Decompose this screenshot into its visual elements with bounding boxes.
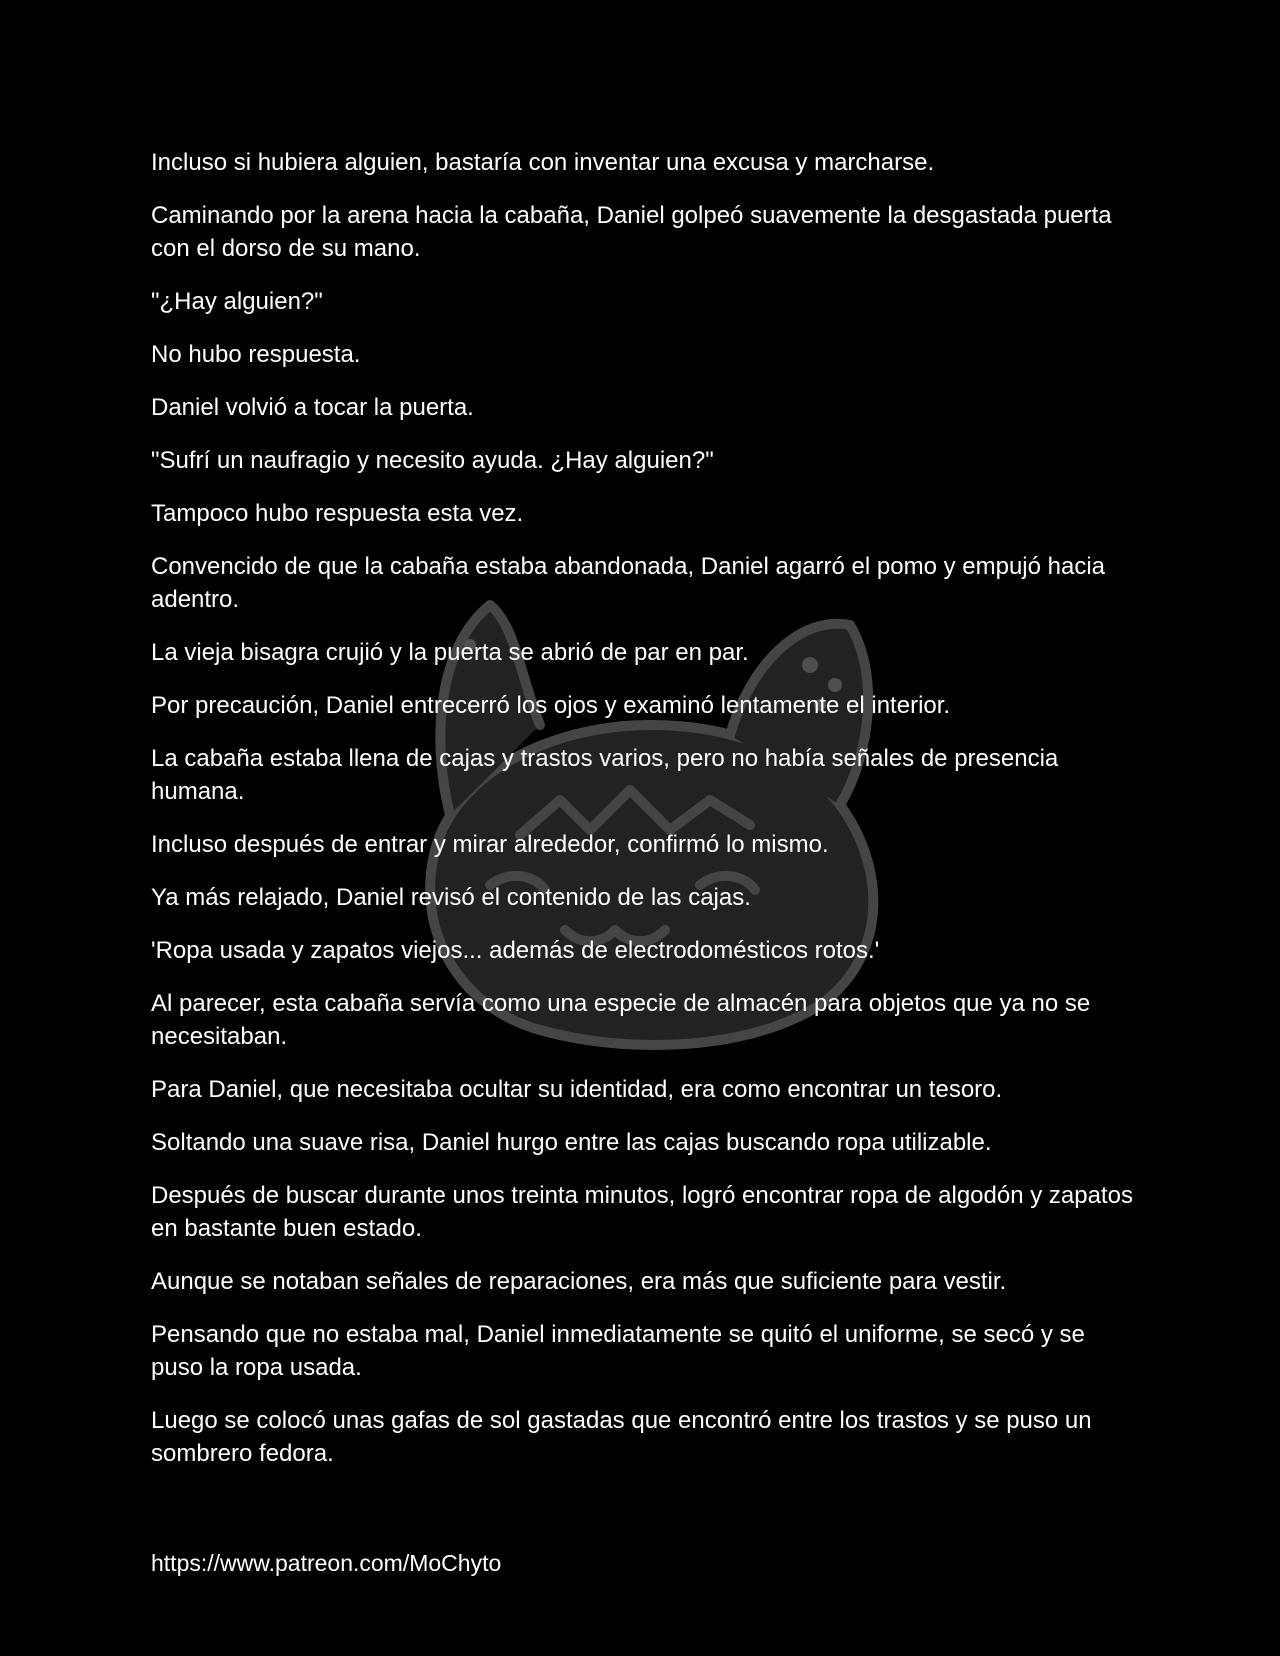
paragraph: Para Daniel, que necesitaba ocultar su identidad, era como encontrar un tesoro.	[151, 1076, 1003, 1103]
paragraph: Caminando por la arena hacia la cabaña, Daniel golpeó suavemente la desgastada puerta con el dorso de su mano.	[151, 202, 1112, 262]
paragraph: Por precaución, Daniel entrecerró los ojos y examinó lentamente el interior.	[151, 692, 951, 719]
patreon-link[interactable]: https://www.patreon.com/MoChyto	[151, 1550, 502, 1576]
paragraph: "¿Hay alguien?"	[151, 288, 323, 315]
paragraph: Soltando una suave risa, Daniel hurgo entre las cajas buscando ropa utilizable.	[151, 1129, 992, 1156]
paragraph: La vieja bisagra crujió y la puerta se abrió de par en par.	[151, 639, 749, 666]
paragraph: Convencido de que la cabaña estaba abandonada, Daniel agarró el pomo y empujó hacia adentro.	[151, 553, 1106, 613]
story-text	[151, 146, 1141, 1490]
paragraph: Luego se colocó unas gafas de sol gastadas que encontró entre los trastos y se puso un sombrero fedora.	[151, 1407, 1092, 1467]
paragraph: Daniel volvió a tocar la puerta.	[151, 394, 474, 421]
paragraph: Pensando que no estaba mal, Daniel inmediatamente se quitó el uniforme, se secó y se puso la ropa usada.	[151, 1321, 1085, 1381]
paragraph: Ya más relajado, Daniel revisó el contenido de las cajas.	[151, 884, 751, 911]
paragraph: Después de buscar durante unos treinta minutos, logró encontrar ropa de algodón y zapatos en bastante buen estado.	[151, 1182, 1133, 1242]
paragraph: Incluso después de entrar y mirar alrededor, confirmó lo mismo.	[151, 831, 829, 858]
paragraph: No hubo respuesta.	[151, 341, 361, 368]
paragraph: Tampoco hubo respuesta esta vez.	[151, 500, 524, 527]
paragraph: La cabaña estaba llena de cajas y trastos varios, pero no había señales de presencia humana.	[151, 745, 1059, 805]
paragraph: 'Ropa usada y zapatos viejos... además de electrodomésticos rotos.'	[151, 937, 880, 964]
paragraph: "Sufrí un naufragio y necesito ayuda. ¿Hay alguien?"	[151, 447, 714, 474]
paragraph: Aunque se notaban señales de reparaciones, era más que suficiente para vestir.	[151, 1268, 1007, 1295]
paragraph: Al parecer, esta cabaña servía como una especie de almacén para objetos que ya no se necesitaban.	[151, 990, 1091, 1050]
paragraph: Incluso si hubiera alguien, bastaría con inventar una excusa y marcharse.	[151, 149, 935, 176]
